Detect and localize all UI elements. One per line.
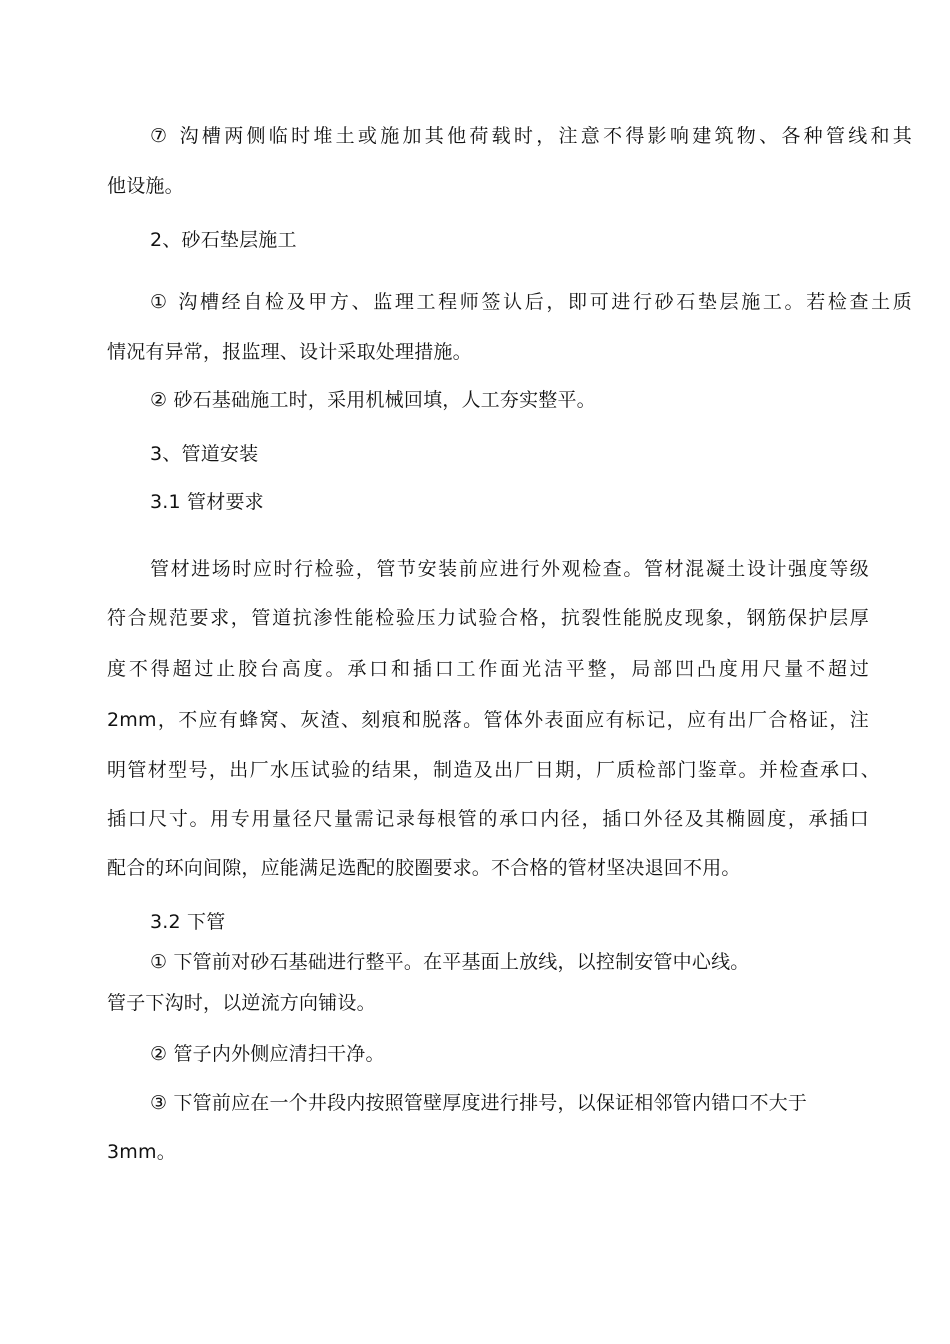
paragraph-line: 管材进场时应时行检验，管节安装前应进行外观检查。管材混凝土设计强度等级 xyxy=(150,558,869,580)
section-heading: 2、砂石垫层施工 xyxy=(150,229,297,251)
paragraph-line: ② 管子内外侧应清扫干净。 xyxy=(150,1043,385,1065)
paragraph-line: 配合的环向间隙，应能满足选配的胶圈要求。不合格的管材坚决退回不用。 xyxy=(107,857,741,879)
paragraph-line: 他设施。 xyxy=(107,175,184,197)
paragraph-line: 度不得超过止胶台高度。承口和插口工作面光洁平整，局部凹凸度用尺量不超过 xyxy=(107,658,869,680)
paragraph-line: 插口尺寸。用专用量径尺量需记录每根管的承口内径，插口外径及其椭圆度，承插口 xyxy=(107,808,869,830)
paragraph-line: 3mm。 xyxy=(107,1141,176,1163)
section-heading: 3、管道安装 xyxy=(150,443,259,465)
paragraph-line: 2mm，不应有蜂窝、灰渣、刻痕和脱落。管体外表面应有标记，应有出厂合格证，注 xyxy=(107,709,869,731)
subsection-heading: 3.1 管材要求 xyxy=(150,491,264,513)
paragraph-line: ① 下管前对砂石基础进行整平。在平基面上放线，以控制安管中心线。 xyxy=(150,951,750,973)
paragraph-line: 明管材型号，出厂水压试验的结果，制造及出厂日期，厂质检部门鉴章。并检查承口、 xyxy=(107,759,880,781)
paragraph-line: 情况有异常，报监理、设计采取处理措施。 xyxy=(107,341,472,363)
paragraph-line: ① 沟槽经自检及甲方、监理工程师签认后，即可进行砂石垫层施工。若检查土质 xyxy=(150,291,912,313)
paragraph-line: ⑦ 沟槽两侧临时堆土或施加其他荷载时，注意不得影响建筑物、各种管线和其 xyxy=(150,125,912,147)
paragraph-line: 符合规范要求，管道抗渗性能检验压力试验合格，抗裂性能脱皮现象，钢筋保护层厚 xyxy=(107,607,869,629)
paragraph-line: ③ 下管前应在一个井段内按照管壁厚度进行排号，以保证相邻管内错口不大于 xyxy=(150,1092,808,1114)
paragraph-line: 管子下沟时，以逆流方向铺设。 xyxy=(107,992,376,1014)
subsection-heading: 3.2 下管 xyxy=(150,911,226,933)
paragraph-line: ② 砂石基础施工时，采用机械回填，人工夯实整平。 xyxy=(150,389,596,411)
